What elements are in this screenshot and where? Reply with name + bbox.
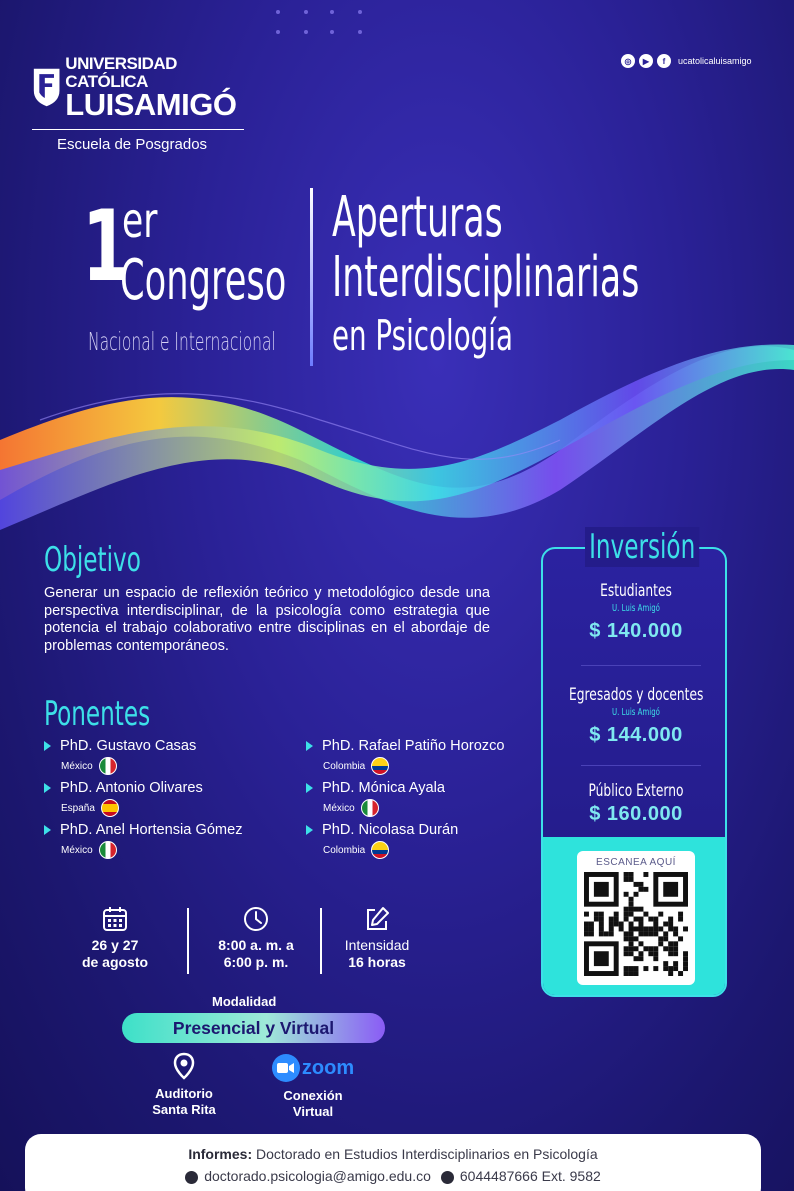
speaker-item (44, 822, 243, 859)
location-item (148, 1052, 220, 1118)
bullet-icon (306, 741, 313, 751)
spain-flag-icon (101, 799, 119, 817)
speaker-item (44, 738, 196, 775)
speaker-name: PhD. Antonio Olivares (60, 780, 203, 796)
speaker-country: Colombia (323, 760, 366, 772)
virtual-line1: Conexión (283, 1088, 343, 1103)
social-links (621, 54, 752, 68)
qr-code-icon[interactable] (584, 872, 688, 976)
speaker-item (306, 738, 505, 775)
intensity-label: Intensidad (344, 937, 410, 953)
edit-icon (363, 905, 391, 933)
title-line2: Interdisciplinarias (332, 245, 640, 310)
ponentes-heading: Ponentes (44, 694, 151, 734)
colombia-flag-icon (371, 841, 389, 859)
informes-label: Informes: (188, 1146, 253, 1162)
speaker-name: PhD. Nicolasa Durán (322, 822, 459, 838)
university-logo (32, 55, 247, 153)
speaker-item (306, 822, 458, 859)
mexico-flag-icon (361, 799, 379, 817)
location-line2: Santa Rita (152, 1102, 216, 1117)
price-subtitle: U. Luis Amigó (612, 603, 660, 614)
bullet-icon (306, 783, 313, 793)
speaker-name: PhD. Mónica Ayala (322, 780, 446, 796)
speaker-name: PhD. Rafael Patiño Horozco (322, 738, 505, 754)
title-number: 1 (82, 190, 130, 304)
title-ordinal: er (122, 193, 158, 249)
facebook-icon[interactable]: f (657, 54, 671, 68)
logo-divider (32, 129, 244, 130)
price-item (543, 685, 727, 747)
zoom-camera-icon (272, 1054, 300, 1082)
informes-text: Doctorado en Estudios Interdisciplinarios en Psicología (252, 1146, 598, 1162)
price-category: Estudiantes (600, 581, 672, 601)
speaker-name: PhD. Gustavo Casas (60, 738, 197, 754)
speaker-country: México (61, 760, 93, 772)
zoom-logo (268, 1054, 358, 1082)
price-divider (581, 765, 701, 766)
colombia-flag-icon (371, 757, 389, 775)
contact-phone[interactable]: 6044487666 Ext. 9582 (459, 1168, 601, 1184)
speaker-country: México (61, 844, 93, 856)
instagram-icon[interactable]: ◎ (621, 54, 635, 68)
modalidad-pill: Presencial y Virtual (122, 1013, 385, 1043)
event-date (70, 905, 160, 971)
wave-decoration (0, 320, 794, 560)
decorative-dots (272, 8, 372, 38)
bullet-icon (306, 825, 313, 835)
speaker-item (306, 780, 445, 817)
price-value: $ 144.000 (589, 724, 683, 746)
logo-line2: LUISAMIGÓ (65, 87, 237, 122)
bullet-icon (44, 741, 51, 751)
calendar-icon (101, 905, 129, 933)
virtual-item (268, 1054, 358, 1120)
zoom-wordmark: zoom (301, 1057, 355, 1079)
youtube-icon[interactable]: ▶ (639, 54, 653, 68)
time-line1: 8:00 a. m. a (218, 937, 294, 953)
footer-info (25, 1134, 761, 1191)
bullet-icon (44, 783, 51, 793)
virtual-line2: Virtual (292, 1104, 334, 1119)
info-divider (320, 908, 322, 974)
price-category: Egresados y docentes (569, 685, 704, 705)
title-congreso: Congreso (120, 248, 287, 313)
price-divider (581, 665, 701, 666)
date-line2: de agosto (81, 954, 149, 970)
info-divider (187, 908, 189, 974)
contact-email[interactable]: doctorado.psicologia@amigo.edu.co (204, 1168, 431, 1184)
social-handle[interactable]: ucatolicaluisamigo (678, 56, 752, 66)
price-item (543, 781, 727, 826)
qr-card[interactable] (577, 851, 695, 985)
title-scope: Nacional e Internacional (88, 327, 276, 356)
time-line2: 6:00 p. m. (223, 954, 289, 970)
phone-icon (441, 1171, 454, 1184)
date-line1: 26 y 27 (91, 937, 139, 953)
speaker-item (44, 780, 203, 817)
speaker-country: Colombia (323, 844, 366, 856)
intensity-value: 16 horas (348, 954, 406, 970)
speaker-country: México (323, 802, 355, 814)
price-item (543, 581, 727, 643)
price-subtitle: U. Luis Amigó (612, 707, 660, 718)
title-line1: Aperturas (332, 185, 503, 250)
price-category: Público Externo (588, 781, 684, 801)
email-icon (185, 1171, 198, 1184)
event-time (206, 905, 306, 971)
shield-icon (32, 65, 61, 109)
clock-icon (242, 905, 270, 933)
modalidad-label: Modalidad (212, 994, 277, 1009)
objetivo-heading: Objetivo (44, 540, 141, 580)
price-value: $ 160.000 (589, 803, 683, 825)
inversion-panel (541, 547, 727, 997)
price-value: $ 140.000 (589, 620, 683, 642)
speaker-country: España (61, 802, 95, 814)
title-line3: en Psicología (332, 311, 513, 360)
location-pin-icon (172, 1052, 196, 1080)
mexico-flag-icon (99, 841, 117, 859)
mexico-flag-icon (99, 757, 117, 775)
logo-subtitle: Escuela de Posgrados (56, 136, 208, 153)
qr-zone (543, 837, 727, 997)
bullet-icon (44, 825, 51, 835)
speaker-name: PhD. Anel Hortensia Gómez (60, 822, 243, 838)
location-line1: Auditorio (155, 1086, 213, 1101)
qr-label: ESCANEA AQUÍ (596, 857, 676, 868)
logo-line1: UNIVERSIDAD CATÓLICA (65, 54, 177, 91)
event-intensity (336, 905, 418, 971)
objetivo-text: Generar un espacio de reflexión teórico y metodológico desde una perspectiva interdisciplinar, de la psicología como estrategia que potencia el trabajo colaborativo entre disciplinas en el abordaje de problemas contemporáneos. (44, 585, 490, 654)
inversion-heading: Inversión (585, 527, 699, 567)
